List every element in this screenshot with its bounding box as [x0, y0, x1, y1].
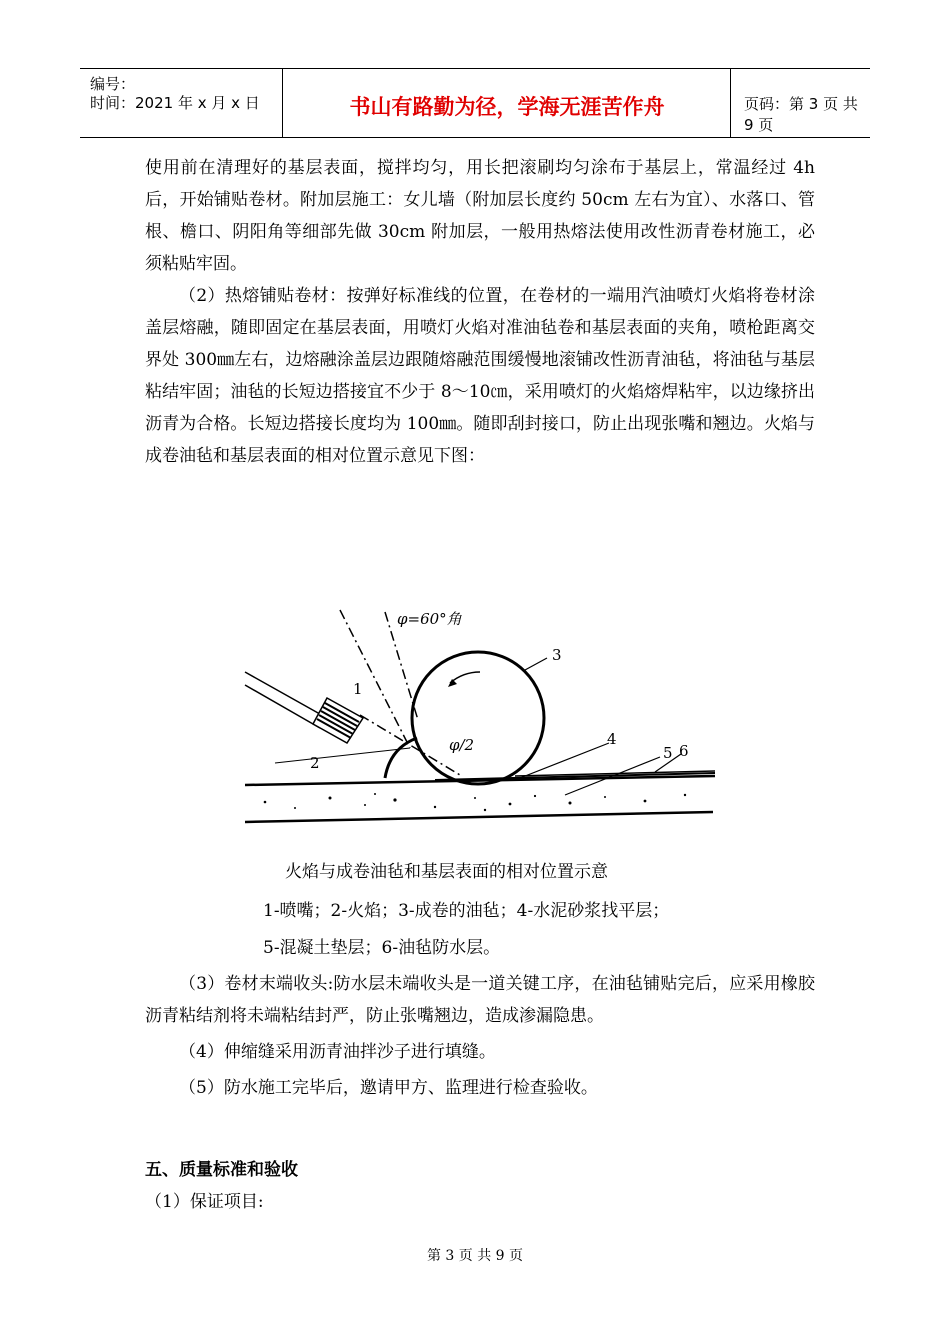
figure-legend-line-2: 5-混凝土垫层；6-油毡防水层。	[263, 938, 501, 958]
figure-caption: 火焰与成卷油毡和基层表面的相对位置示意	[285, 862, 608, 882]
label-2: 2	[310, 754, 320, 772]
header-meta-cell	[80, 69, 283, 137]
paragraph-4: （4）伸缩缝采用沥青油拌沙子进行填缝。	[179, 1042, 496, 1062]
label-1: 1	[353, 680, 363, 698]
paragraph-1: 使用前在清理好的基层表面，搅拌均匀，用长把滚刷均匀涂布于基层上，常温经过 4h 后，开始铺贴卷材。附加层施工：女儿墙（附加层长度约 50cm 左右为宜）、水落口、管根、檐口、阴阳角等细部先做 30cm 附加层，一般用热熔法使用改性沥青卷材施工，必须粘贴牢固。	[145, 158, 815, 274]
rotation-arrow	[450, 672, 480, 683]
header-page-cell	[732, 69, 870, 137]
torch-roll-diagram	[235, 600, 725, 830]
page-header	[80, 68, 870, 138]
label-5: 5	[663, 744, 673, 762]
half-angle-label: φ/2	[449, 736, 475, 754]
leader-3	[525, 658, 547, 670]
label-6: 6	[679, 742, 689, 760]
nozzle-head	[313, 698, 363, 743]
paragraph-3: （3）卷材末端收头:防水层未端收头是一道关键工序，在油毡铺贴完后，应采用橡胶沥青粘结剂将未端粘结封严，防止张嘴翘边，造成渗漏隐患。	[145, 974, 815, 1026]
section-heading: 五、质量标准和验收	[145, 1160, 298, 1180]
label-4: 4	[607, 730, 617, 748]
label-3: 3	[552, 646, 562, 664]
angle-arc	[385, 738, 417, 778]
angle-label: φ=60°角	[397, 610, 462, 628]
page-footer: 第 3 页 共 9 页	[426, 1248, 524, 1264]
header-page-number: 页码：第 3 页 共 9 页	[744, 95, 858, 134]
section-item-1: （1）保证项目:	[145, 1192, 264, 1212]
rotation-arrow-head	[448, 679, 457, 687]
body-text	[145, 152, 815, 472]
doc-number-label: 编号：	[90, 75, 136, 93]
nozzle-handle-top	[245, 672, 327, 718]
figure-legend-line-1: 1-喷嘴；2-火焰；3-成卷的油毡；4-水泥砂浆找平层；	[263, 901, 670, 921]
paragraph-2: （2）热熔铺贴卷材：按弹好标准线的位置，在卷材的一端用汽油喷灯火焰将卷材涂盖层熔融，随即固定在基层表面，用喷灯火焰对准油毡卷和基层表面的夹角，喷枪距离交界处 300㎜左右，边熔融涂盖层边跟随熔融范围缓慢地滚铺改性沥青油毡，将油毡与基层粘结牢固；油毡的长短边搭接宜不少于 8～10㎝，采用喷灯的火焰熔焊粘牢，以边缘挤出沥青为合格。长短边搭接长度均为 100㎜。随即刮封接口，防止出现张嘴和翘边。火焰与成卷油毡和基层表面的相对位置示意见下图：	[145, 286, 815, 466]
header-motto-cell	[284, 69, 731, 137]
concrete-bottom-line	[245, 812, 713, 822]
body-text-after-figure	[145, 968, 815, 1104]
concrete-aggregate	[264, 793, 686, 811]
flame-center-line	[360, 715, 460, 775]
paragraph-5: （5）防水施工完毕后，邀请甲方、监理进行检查验收。	[179, 1078, 598, 1098]
doc-time-label: 时间：2021 年 x 月 x 日	[90, 94, 260, 112]
angle-line-mid	[385, 612, 418, 720]
header-motto: 书山有路勤为径，学海无涯苦作舟	[349, 95, 665, 119]
nozzle-handle-bottom	[245, 685, 320, 728]
